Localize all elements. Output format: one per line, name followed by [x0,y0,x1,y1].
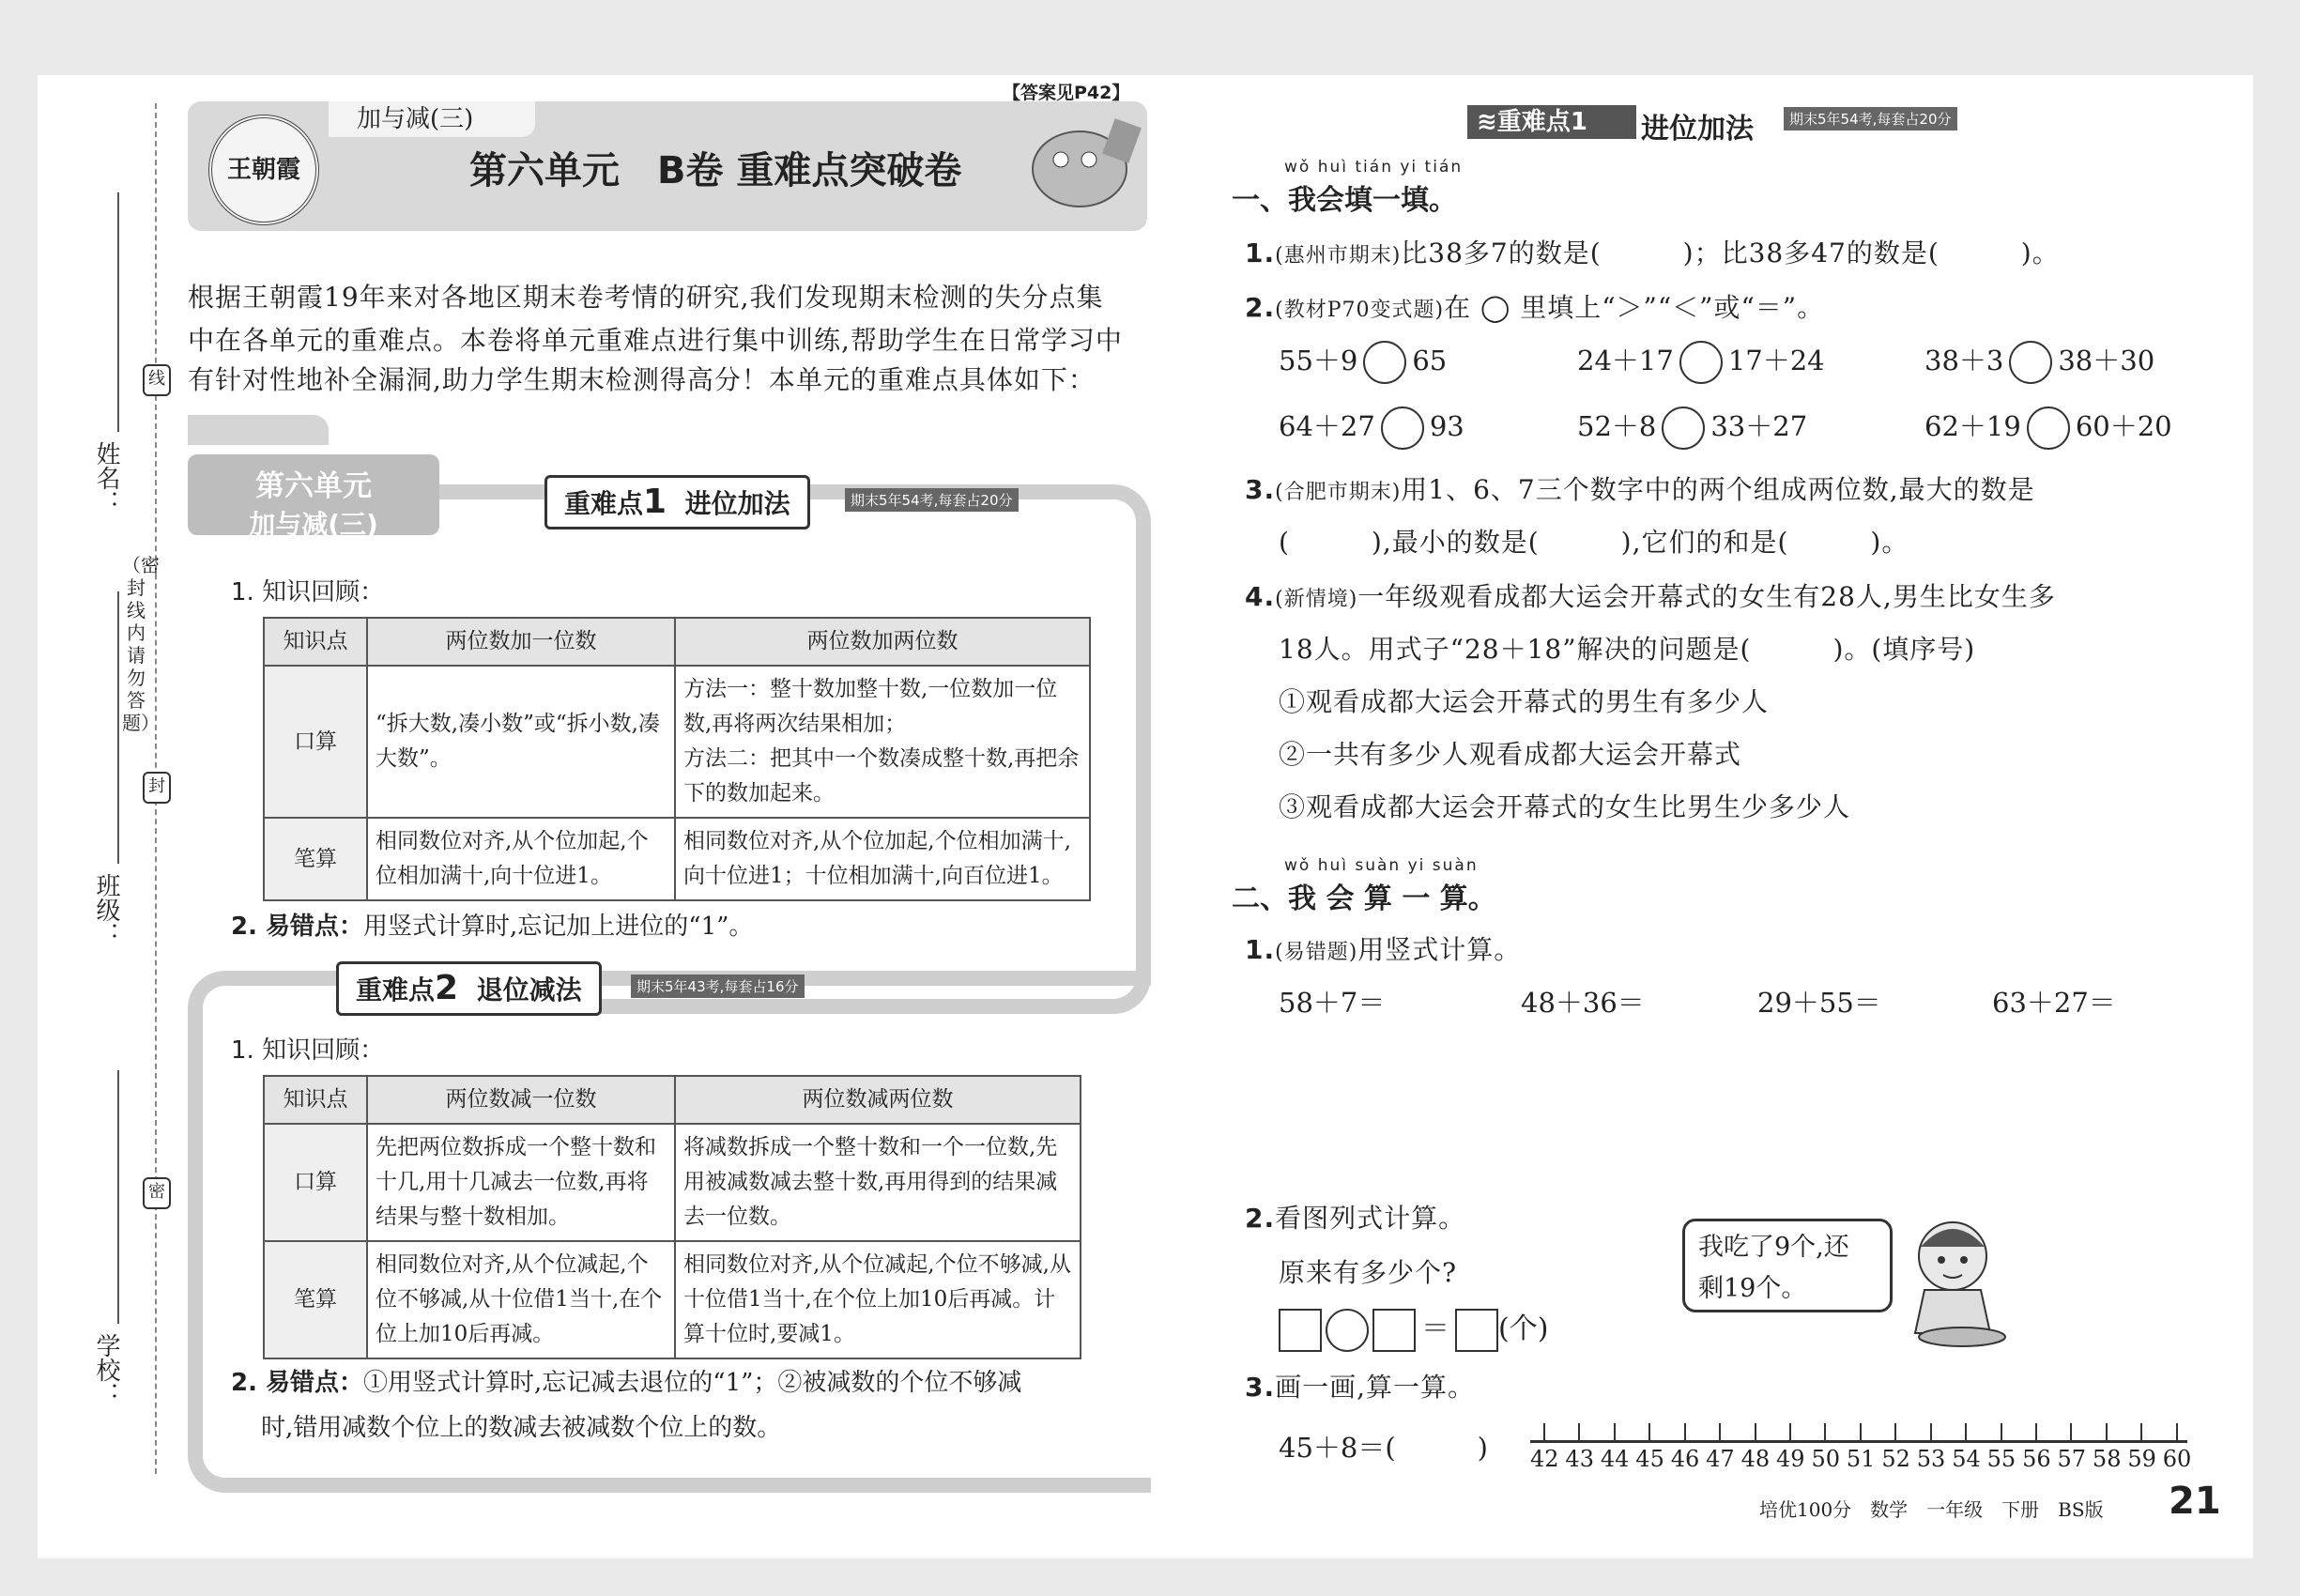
brand-logo: 王朝霞 [208,115,319,225]
table-cell: 相同数位对齐,从个位加起,个位相加满十,向十位进1。 [367,818,675,900]
c1-source: (易错题) [1275,941,1358,964]
sec2-pinyin: wǒ huì suàn yi suàn [1284,856,1479,875]
q2-num: 2. [1245,292,1276,323]
name-blank [117,192,119,432]
kp1-table [263,617,1091,901]
number-line-label: 54 [1952,1446,1981,1472]
number-line-label: 47 [1706,1446,1735,1472]
intro-line-2: 中在各单元的重难点。本卷将单元重难点进行集中训练,帮助学生在日常学习中 [188,325,1123,356]
table-cell [675,666,1090,818]
number-line-tick [2176,1423,2178,1440]
table-header-row [264,618,1090,666]
number-line-tick [1965,1423,1967,1440]
line-tag: 线 [143,364,171,396]
compare-right: 17＋24 [1727,345,1825,376]
number-line-label: 60 [2162,1446,2192,1472]
compare-right: 38＋30 [2058,345,2155,376]
mascot-illustration [995,103,1145,225]
c3-expression: 45＋8＝( ) [1279,1432,1488,1464]
kp2-label-num: 2 [435,969,459,1007]
kp1-label-post: 进位加法 [684,488,790,519]
compare-item [1924,340,2154,384]
q3 [1245,469,2035,507]
compare-right: 65 [1412,345,1448,376]
number-line-label: 44 [1600,1446,1630,1472]
c1-num: 1. [1245,934,1276,965]
unit-badge [188,454,439,540]
number-line-label: 51 [1846,1446,1876,1472]
intro-line-1: 根据王朝霞19年来对各地区期末卷考情的研究,我们发现期末检测的失分点集 [188,282,1104,313]
child-eating-illustration [1896,1211,2009,1352]
number-line-label: 59 [2127,1446,2156,1472]
q4-option: ①观看成都大运会开幕式的男生有多少人 [1279,686,1770,717]
number-line-tick [1648,1423,1650,1440]
q1 [1245,233,2060,270]
table-cell: 将减数拆成一个整十数和一个一位数,先用被减数减去整十数,再用得到的结果减去一位数。 [675,1124,1081,1241]
number-line-label: 55 [1986,1446,2016,1472]
table-header: 两位数加一位数 [367,618,675,666]
page-number: 21 [2169,1480,2221,1523]
table-cell: “拆大数,凑小数”或“拆小数,凑大数”。 [367,666,675,818]
c2 [1245,1198,1465,1235]
table-cell: 笔算 [264,818,367,900]
table-cell: 笔算 [264,1241,367,1358]
compare-item [1279,406,1464,450]
number-line-tick [2106,1423,2108,1440]
number-line-tick [1930,1423,1932,1440]
table-header: 两位数减一位数 [367,1076,675,1124]
compare-item [1577,340,1825,384]
q1-source: (惠州市期末) [1275,244,1402,268]
number-line-tick [1719,1423,1721,1440]
kp1-tag: 期末5年54考,每套占20分 [845,488,1019,512]
number-line-tick [1543,1423,1545,1440]
kp2-pitfall-line2: 时,错用减数个位上的数减去被减数个位上的数。 [261,1414,782,1442]
unit-badge-line1: 第六单元 [255,469,372,503]
table-header-row [264,1076,1081,1124]
number-line-tick [1755,1423,1756,1440]
number-line-tick [1578,1423,1580,1440]
q3-line1: 用1、6、7三个数字中的两个组成两位数,最大的数是 [1401,474,2035,505]
number-line-label: 53 [1916,1446,1946,1472]
number-line-label: 57 [2057,1446,2087,1472]
method-one: 方法一：整十数加整十数,一位数加一位数,再将两次结果相加； [683,677,1058,736]
c2-unit: (个) [1498,1312,1549,1345]
number-line-label: 52 [1881,1446,1910,1472]
number-line-label: 46 [1670,1446,1700,1472]
unit-tab: 加与减(三) [329,101,535,137]
table-cell: 相同数位对齐,从个位加起,个位相加满十,向十位进1；十位相加满十,向百位进1。 [675,818,1090,900]
right-kp-badge-icon: ≋ [1477,108,1497,136]
number-line-tick [1684,1423,1686,1440]
q1-num: 1. [1245,238,1276,269]
compare-left: 52＋8 [1577,410,1657,442]
compare-left: 38＋3 [1924,345,2004,376]
c2-num: 2. [1245,1203,1276,1234]
answer-reference: 【答案见P42】 [1003,83,1130,103]
school-blank [117,1070,119,1324]
bubble-line1: 我吃了9个,还 [1698,1233,1849,1262]
kp2-pitfall-line1: ①用竖式计算时,忘记减去退位的“1”；②被减数的个位不够减 [363,1369,1022,1397]
c1 [1245,929,1521,967]
no-answer-note: （密封线内请勿答题） [122,554,160,734]
table-cell: 相同数位对齐,从个位减起,个位不够减,从十位借1当十,在个位上加10后再减。计算十位时,要减1。 [675,1241,1081,1358]
c2-text: 看图列式计算。 [1275,1203,1466,1234]
calc-item: 58＋7＝ [1279,987,1386,1019]
table-row [264,1124,1081,1241]
number-line-tick [1789,1423,1791,1440]
number-line-tick [1894,1423,1896,1440]
compare-left: 64＋27 [1279,410,1375,442]
compare-circle[interactable] [1679,341,1723,384]
c2-question: 原来有多少个? [1279,1257,1458,1288]
calc-item: 29＋55＝ [1757,987,1881,1019]
number-line-label: 43 [1565,1446,1594,1472]
right-kp-tag: 期末5年54考,每套占20分 [1784,107,1957,130]
page-title: 第六单元 B卷 重难点突破卷 [469,149,962,192]
c3-text: 画一画,算一算。 [1275,1372,1476,1403]
number-line-label: 48 [1740,1446,1771,1472]
compare-right: 93 [1429,410,1464,442]
decor-stripe [188,415,329,445]
q4 [1245,576,2056,614]
kp2-label-pre: 重难点 [356,974,436,1005]
q4-option: ②一共有多少人观看成都大运会开幕式 [1279,739,1742,770]
table-cell: 口算 [264,1124,367,1241]
compare-left: 24＋17 [1577,345,1674,376]
class-label: 班级： [92,873,120,946]
school-label: 学校： [92,1333,120,1406]
speech-bubble [1682,1219,1893,1312]
q3-num: 3. [1245,474,1276,505]
table-cell: 口算 [264,666,367,818]
kp2-table [263,1075,1081,1359]
compare-circle[interactable] [2027,407,2070,450]
q2-text: 在 ◯ 里填上“＞”“＜”或“＝”。 [1444,292,1825,323]
sec1-title: 一、我会填一填。 [1232,184,1457,217]
compare-item [1279,340,1447,384]
seal-tag: 封 [143,772,171,804]
right-kp-title: 进位加法 [1641,113,1754,146]
answer-box[interactable] [1279,1309,1322,1352]
number-line-tick [2001,1423,2002,1440]
number-line-label: 58 [2092,1446,2122,1472]
c3-num: 3. [1245,1372,1276,1403]
table-header: 知识点 [264,1076,367,1124]
calc-item: 48＋36＝ [1521,987,1645,1019]
unit-badge-line2: 加与减(三) [249,509,378,540]
kp2-pitfall [231,1363,1021,1398]
number-line-label: 50 [1811,1446,1840,1472]
compare-item [1924,406,2172,450]
q4-option: ③观看成都大运会开幕式的女生比男生少多少人 [1279,791,1851,822]
q3-line2: ( ),最小的数是( ),它们的和是( )。 [1279,527,1909,558]
q4-line2: 18人。用式子“28＋18”解决的问题是( )。(填序号) [1279,634,1976,665]
number-line-tick [1614,1423,1616,1440]
q4-source: (新情境) [1275,588,1358,611]
number-line-tick [2070,1423,2072,1440]
kp2-label-post: 退位减法 [476,974,582,1005]
table-header: 知识点 [264,618,367,666]
kp2-review-label: 1. 知识回顾： [231,1036,385,1065]
number-line-tick [1824,1423,1826,1440]
compare-item [1577,406,1807,450]
compare-left: 55＋9 [1279,345,1358,376]
compare-circle[interactable] [1662,407,1705,450]
number-line-tick [1860,1423,1862,1440]
number-line-label: 56 [2022,1446,2051,1472]
c2-answer-row: ＝ (个) [1279,1305,1548,1352]
q4-line1: 一年级观看成都大运会开幕式的女生有28人,男生比女生多 [1357,581,2056,612]
kp1-pitfall-label: 2. 易错点： [231,913,364,941]
kp2-label [336,961,602,1016]
number-line-label: 42 [1530,1446,1559,1472]
table-row [264,818,1090,900]
table-row [264,1241,1081,1358]
answer-box[interactable] [1372,1309,1416,1352]
c3 [1245,1367,1475,1404]
kp1-label-pre: 重难点 [564,488,644,519]
table-header: 两位数加两位数 [675,618,1090,666]
number-line-label: 49 [1776,1446,1805,1472]
calc-item: 63＋27＝ [1992,987,2116,1019]
c1-text: 用竖式计算。 [1357,934,1522,965]
compare-circle[interactable] [1363,341,1406,384]
compare-circle[interactable] [1381,407,1424,450]
compare-right: 60＋20 [2075,410,2172,442]
right-kp-badge-num: 1 [1570,108,1587,136]
q2 [1245,287,1824,325]
kp1-label [544,475,810,529]
operator-circle[interactable] [1326,1309,1369,1352]
sec1-pinyin: wǒ huì tián yi tián [1284,158,1464,176]
secret-tag: 密 [143,1177,171,1209]
table-row [264,666,1090,818]
table-cell: 相同数位对齐,从个位减起,个位不够减,从十位借1当十,在个位上加10后再减。 [367,1241,675,1358]
kp1-label-num: 1 [643,483,667,521]
compare-circle[interactable] [2009,341,2052,384]
name-label: 姓名： [92,441,120,514]
q4-num: 4. [1245,581,1276,612]
q1-text: 比38多7的数是( )；比38多47的数是( )。 [1401,238,2060,269]
answer-box[interactable] [1455,1309,1498,1352]
bubble-line2: 剩19个。 [1698,1274,1807,1303]
kp1-pitfall-text: 用竖式计算时,忘记加上进位的“1”。 [363,913,754,941]
table-cell: 先把两位数拆成一个整十数和十几,用十几减去一位数,再将结果与整十数相加。 [367,1124,675,1241]
kp2-pitfall-label: 2. 易错点： [231,1369,364,1397]
number-line [1530,1420,2192,1472]
table-header: 两位数减两位数 [675,1076,1081,1124]
kp1-pitfall [231,907,753,942]
class-blank [117,591,119,864]
method-two: 方法二：把其中一个数凑成整十数,再把余下的数加起来。 [683,746,1080,806]
number-line-tick [2035,1423,2037,1440]
compare-right: 33＋27 [1710,410,1808,442]
compare-left: 62＋19 [1924,410,2021,442]
sec2-title: 二、我 会 算 一 算。 [1232,882,1496,915]
right-kp-badge [1467,105,1636,139]
number-line-tick [2140,1423,2142,1440]
right-kp-badge-pre: 重难点 [1496,108,1571,136]
intro-line-3: 有针对性地补全漏洞,助力学生期末检测得高分！本单元的重难点具体如下： [188,364,1096,395]
q2-source: (教材P70变式题) [1275,299,1445,322]
kp2-tag: 期末5年43考,每套占16分 [631,974,805,998]
number-line-label: 45 [1635,1446,1664,1472]
kp1-review-label: 1. 知识回顾： [231,578,385,606]
q3-source: (合肥市期末) [1275,481,1402,504]
footer-text: 培优100分 数学 一年级 下册 BS版 [1759,1498,2104,1521]
